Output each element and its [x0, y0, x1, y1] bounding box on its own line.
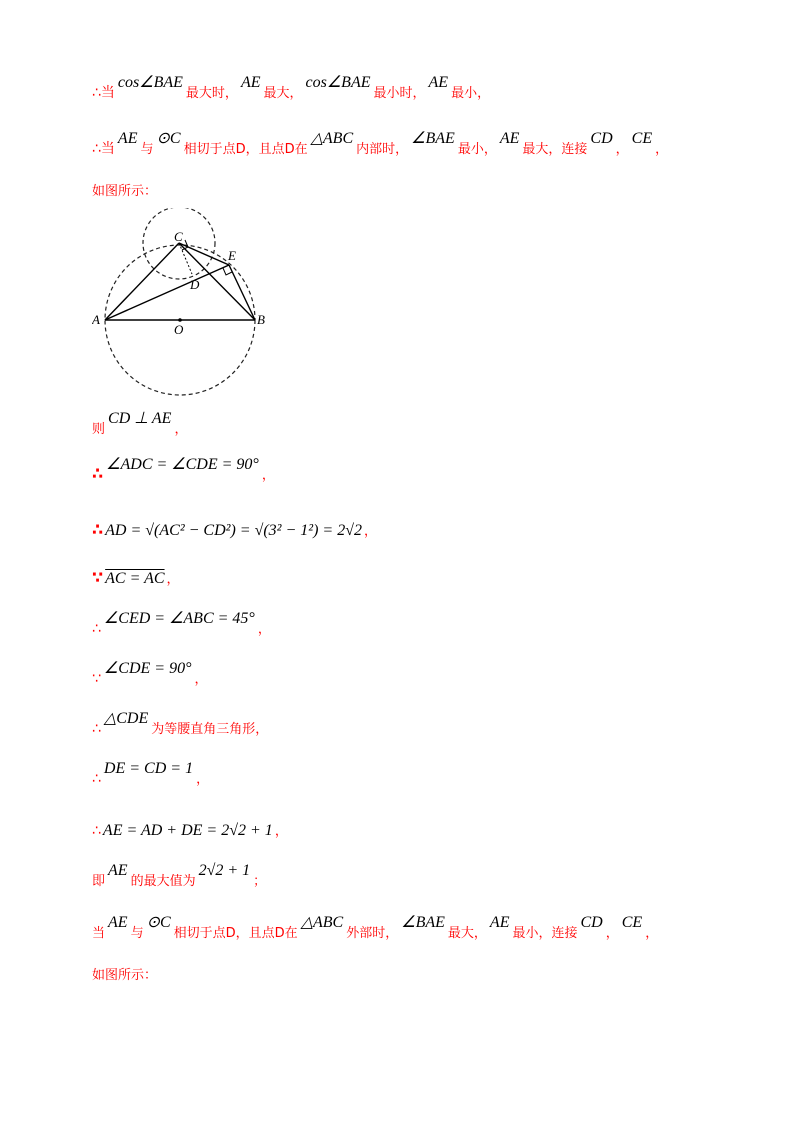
geometry-figure — [92, 208, 272, 400]
therefore-symbol: ∴ — [92, 464, 104, 483]
text-segment: 外部时， — [346, 926, 399, 941]
math-expr: cos∠BAE — [305, 74, 371, 91]
text-segment: ， — [615, 142, 629, 157]
therefore-symbol: ∴当 — [92, 85, 115, 101]
text-segment: 即 — [92, 874, 106, 889]
text-segment: 与 — [140, 142, 154, 157]
text-line-10 — [92, 710, 760, 752]
text-line-4 — [92, 410, 760, 452]
text-line-7 — [92, 568, 760, 602]
text-segment: 最大时， — [185, 86, 238, 101]
label-c: C — [174, 229, 183, 244]
text-segment: ， — [363, 524, 377, 539]
math-expr: AE — [108, 862, 128, 879]
figure-caption: 如图所示： — [92, 968, 158, 983]
text-segment: 相切于点D，且点D在 — [183, 142, 308, 157]
text-line-9 — [92, 660, 760, 702]
text-segment: ， — [645, 926, 659, 941]
text-line-11 — [92, 760, 760, 802]
label-o: O — [174, 322, 184, 337]
math-expr: △ABC — [310, 130, 354, 147]
label-d: D — [190, 277, 200, 292]
text-segment: ， — [166, 572, 180, 587]
text-segment: ， — [274, 824, 288, 839]
math-expr: cos∠BAE — [117, 74, 183, 91]
math-expr: AE = AD + DE = 2√2 + 1 — [102, 822, 273, 839]
math-expr: DE = CD = 1 — [103, 760, 194, 777]
therefore-symbol: ∴ — [92, 721, 101, 737]
text-segment: ， — [655, 142, 669, 157]
math-expr: CD — [590, 130, 613, 147]
text-segment: 最大，连接 — [522, 142, 588, 157]
text-line-8 — [92, 610, 760, 652]
because-symbol: ∵ — [92, 568, 104, 587]
math-expr: ⊙C — [156, 130, 181, 147]
math-expr: ∠ADC = ∠CDE = 90° — [106, 456, 259, 473]
text-line-5 — [92, 456, 760, 498]
label-a: A — [92, 312, 100, 327]
text-line-15 — [92, 964, 760, 998]
math-expr: AE — [489, 914, 510, 931]
math-expr: CD ⊥ AE — [108, 410, 172, 427]
math-expr: △CDE — [103, 710, 149, 727]
math-expr: ∠BAE — [401, 914, 445, 931]
math-expr: 2√2 + 1 — [198, 862, 251, 879]
segment-ae — [105, 265, 229, 320]
math-expr: ∠CED = ∠ABC = 45° — [103, 610, 255, 627]
text-line-2 — [92, 130, 760, 172]
text-segment: 当 — [92, 926, 106, 941]
text-segment: ， — [605, 926, 619, 941]
text-line-12 — [92, 820, 760, 854]
therefore-symbol: ∴ — [92, 771, 101, 787]
text-segment: ； — [253, 874, 267, 889]
text-segment: 与 — [130, 926, 144, 941]
text-segment: 内部时， — [356, 142, 409, 157]
text-segment: 最小， — [457, 142, 497, 157]
therefore-symbol: ∴ — [92, 621, 101, 637]
text-segment: 最小，连接 — [512, 926, 578, 941]
text-segment: 最大， — [263, 86, 303, 101]
text-segment: 为等腰直角三角形， — [151, 722, 269, 737]
text-line-1 — [92, 74, 760, 116]
math-expr: ⊙C — [146, 914, 171, 931]
text-line-6 — [92, 520, 760, 554]
text-segment: 相切于点D，且点D在 — [173, 926, 298, 941]
text-segment: 最大， — [447, 926, 487, 941]
math-expr: AD = √(AC² − CD²) = √(3² − 1²) = 2√2 — [105, 522, 362, 539]
text-segment: ， — [257, 622, 271, 637]
math-expr: AE — [117, 130, 138, 147]
text-segment: 最小， — [451, 86, 491, 101]
math-expr: AE — [240, 74, 261, 91]
therefore-symbol: ∴ — [92, 520, 104, 539]
math-expr: CE — [631, 130, 653, 147]
label-b: B — [257, 312, 265, 327]
because-symbol: ∵ — [92, 671, 101, 687]
math-expr: ∠CDE = 90° — [103, 660, 192, 677]
math-expr: ∠BAE — [411, 130, 455, 147]
text-segment: ， — [174, 422, 188, 437]
text-line-14 — [92, 914, 760, 956]
math-expr: AE — [108, 914, 128, 931]
therefore-symbol: ∴ — [92, 823, 101, 839]
text-segment: 的最大值为 — [130, 874, 196, 889]
text-segment: ， — [261, 468, 275, 483]
math-expr: AE — [428, 74, 449, 91]
math-expr: AC = AC — [105, 570, 165, 587]
figure-caption: 如图所示： — [92, 184, 158, 199]
label-e: E — [228, 248, 236, 263]
text-segment: 则 — [92, 422, 106, 437]
math-expr: CE — [621, 914, 643, 931]
segment-eb — [229, 265, 255, 320]
text-line-13 — [92, 862, 760, 904]
math-expr: △ABC — [300, 914, 344, 931]
text-segment: ， — [196, 772, 210, 787]
text-segment: ， — [194, 672, 208, 687]
math-expr: CD — [580, 914, 603, 931]
therefore-symbol: ∴当 — [92, 141, 115, 157]
math-expr: AE — [499, 130, 520, 147]
text-segment: 最小时， — [373, 86, 426, 101]
